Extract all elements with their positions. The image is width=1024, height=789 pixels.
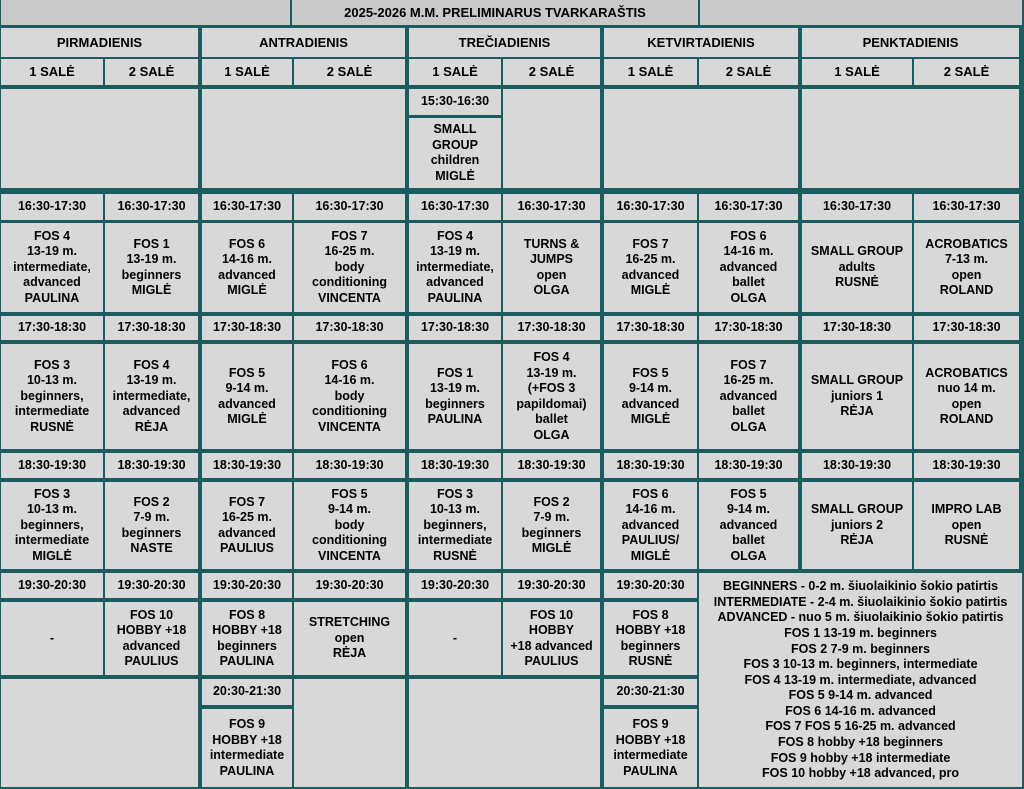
hall-2-header-thu: 2 SALĖ (699, 59, 798, 85)
session-mon-h1-1830: FOS 3 10-13 m. beginners, intermediate MIGLĖ (1, 482, 103, 569)
time-mon-h1-1830: 18:30-19:30 (1, 453, 103, 478)
session-thu-h1-1630: FOS 7 16-25 m. advanced MIGLĖ (604, 223, 697, 312)
empty-tue-h2-2030 (294, 679, 405, 787)
session-wed-h1-1630: FOS 4 13-19 m. intermediate, advanced PAULINA (409, 223, 501, 312)
session-tue-h1-1730: FOS 5 9-14 m. advanced MIGLĖ (202, 344, 292, 449)
empty-mon-2030 (1, 679, 198, 787)
time-tue-h1-2030: 20:30-21:30 (202, 679, 292, 705)
day-header-thu: KETVIRTADIENIS (604, 28, 798, 57)
session-fri-h2-1830: IMPRO LAB open RUSNĖ (914, 482, 1019, 569)
day-header-wed: TREČIADIENIS (409, 28, 600, 57)
time-thu-h1-2030: 20:30-21:30 (604, 679, 697, 705)
session-mon-h2-1930: FOS 10 HOBBY +18 advanced PAULIUS (105, 602, 198, 675)
hall-2-header-tue: 2 SALĖ (294, 59, 405, 85)
time-fri-h1-1730: 17:30-18:30 (802, 316, 912, 340)
title-bar-side (1, 0, 290, 25)
session-fri-h1-1830: SMALL GROUP juniors 2 RĖJA (802, 482, 912, 569)
hall-1-header-fri: 1 SALĖ (802, 59, 912, 85)
time-tue-h1-1830: 18:30-19:30 (202, 453, 292, 478)
session-fri-h1-1630: SMALL GROUP adults RUSNĖ (802, 223, 912, 312)
session-tue-h1-1630: FOS 6 14-16 m. advanced MIGLĖ (202, 223, 292, 312)
session-tue-h1-2030: FOS 9 HOBBY +18 intermediate PAULINA (202, 709, 292, 787)
empty-wed-2030 (409, 679, 600, 787)
day-header-fri: PENKTADIENIS (802, 28, 1019, 57)
time-fri-h2-1730: 17:30-18:30 (914, 316, 1019, 340)
time-thu-h2-1830: 18:30-19:30 (699, 453, 798, 478)
session-fri-h1-1730: SMALL GROUP juniors 1 RĖJA (802, 344, 912, 449)
time-thu-h1-1830: 18:30-19:30 (604, 453, 697, 478)
time-wed-h2-1730: 17:30-18:30 (503, 316, 600, 340)
time-mon-h1-1630: 16:30-17:30 (1, 194, 103, 220)
time-thu-h2-1630: 16:30-17:30 (699, 194, 798, 220)
time-thu-h1-1930: 19:30-20:30 (604, 573, 697, 598)
time-mon-h2-1630: 16:30-17:30 (105, 194, 198, 220)
session-wed-h2-1630: TURNS & JUMPS open OLGA (503, 223, 600, 312)
session-tue-h2-1830: FOS 5 9-14 m. body conditioning VINCENTA (294, 482, 405, 569)
hall-1-header-tue: 1 SALĖ (202, 59, 292, 85)
session-thu-h1-1830: FOS 6 14-16 m. advanced PAULIUS/ MIGLĖ (604, 482, 697, 569)
session-mon-h2-1830: FOS 2 7-9 m. beginners NASTE (105, 482, 198, 569)
time-wed-h1-1730: 17:30-18:30 (409, 316, 501, 340)
empty-fri-1530 (802, 89, 1019, 188)
time-wed-h1-1930: 19:30-20:30 (409, 573, 501, 598)
hall-2-header-fri: 2 SALĖ (914, 59, 1019, 85)
time-mon-h2-1830: 18:30-19:30 (105, 453, 198, 478)
session-thu-h2-1630: FOS 6 14-16 m. advanced ballet OLGA (699, 223, 798, 312)
time-wed-h1-1630: 16:30-17:30 (409, 194, 501, 220)
legend-box: BEGINNERS - 0-2 m. šiuolaikinio šokio patirtis INTERMEDIATE - 2-4 m. šiuolaikinio šokio patirtis ADVANCED - nuo 5 m. šiuolaikinio šokio patirtis FOS 1 13-19 m. beginners FOS 2 7-9 m. beginners FOS 3 10-13 m. beginners, intermediate FOS 4 13-19 m. intermediate, advanced FOS 5 9-14 m. advanced FOS 6 14-16 m. advanced FOS 7 FOS 5 16-25 m. advanced FOS 8 hobby +18 beginners FOS 9 hobby +18 intermediate FOS 10 hobby +18 advanced, pro (699, 573, 1022, 787)
session-mon-h2-1630: FOS 1 13-19 m. beginners MIGLĖ (105, 223, 198, 312)
session-thu-h1-1930: FOS 8 HOBBY +18 beginners RUSNĖ (604, 602, 697, 675)
time-wed-h1-1830: 18:30-19:30 (409, 453, 501, 478)
empty-mon-1530 (1, 89, 198, 188)
time-wed-h2-1630: 16:30-17:30 (503, 194, 600, 220)
session-thu-h2-1830: FOS 5 9-14 m. advanced ballet OLGA (699, 482, 798, 569)
time-fri-h2-1630: 16:30-17:30 (914, 194, 1019, 220)
session-fri-h2-1730: ACROBATICS nuo 14 m. open ROLAND (914, 344, 1019, 449)
day-header-mon: PIRMADIENIS (1, 28, 198, 57)
time-wed-h2-1930: 19:30-20:30 (503, 573, 600, 598)
title-bar-side (700, 0, 1022, 25)
time-tue-h2-1830: 18:30-19:30 (294, 453, 405, 478)
session-wed-h1-1730: FOS 1 13-19 m. beginners PAULINA (409, 344, 501, 449)
empty-tue-1530 (202, 89, 405, 188)
time-mon-h1-1730: 17:30-18:30 (1, 316, 103, 340)
time-mon-h2-1730: 17:30-18:30 (105, 316, 198, 340)
session-thu-h2-1730: FOS 7 16-25 m. advanced ballet OLGA (699, 344, 798, 449)
session-mon-h2-1730: FOS 4 13-19 m. intermediate, advanced RĖJA (105, 344, 198, 449)
time-fri-h1-1830: 18:30-19:30 (802, 453, 912, 478)
time-tue-h2-1630: 16:30-17:30 (294, 194, 405, 220)
empty-wed-h2-1530 (503, 89, 600, 188)
hall-2-header-wed: 2 SALĖ (503, 59, 600, 85)
time-mon-h1-1930: 19:30-20:30 (1, 573, 103, 598)
session-tue-h1-1930: FOS 8 HOBBY +18 beginners PAULINA (202, 602, 292, 675)
session-wed-h2-1830: FOS 2 7-9 m. beginners MIGLĖ (503, 482, 600, 569)
session-wed-h2-1730: FOS 4 13-19 m. (+FOS 3 papildomai) ballet OLGA (503, 344, 600, 449)
session-wed-h1-1530: SMALL GROUP children MIGLĖ (409, 118, 501, 188)
time-fri-h1-1630: 16:30-17:30 (802, 194, 912, 220)
time-tue-h1-1730: 17:30-18:30 (202, 316, 292, 340)
empty-thu-1530 (604, 89, 798, 188)
hall-1-header-thu: 1 SALĖ (604, 59, 697, 85)
time-wed-h1-1530: 15:30-16:30 (409, 89, 501, 115)
hall-1-header-mon: 1 SALĖ (1, 59, 103, 85)
session-tue-h1-1830: FOS 7 16-25 m. advanced PAULIUS (202, 482, 292, 569)
session-tue-h2-1730: FOS 6 14-16 m. body conditioning VINCENTA (294, 344, 405, 449)
session-mon-h1-1930: - (1, 602, 103, 675)
time-thu-h1-1630: 16:30-17:30 (604, 194, 697, 220)
page-title: 2025-2026 M.M. PRELIMINARUS TVARKARAŠTIS (292, 0, 698, 25)
time-wed-h2-1830: 18:30-19:30 (503, 453, 600, 478)
session-tue-h2-1930: STRETCHING open RĖJA (294, 602, 405, 675)
session-wed-h1-1930: - (409, 602, 501, 675)
time-thu-h1-1730: 17:30-18:30 (604, 316, 697, 340)
session-thu-h1-1730: FOS 5 9-14 m. advanced MIGLĖ (604, 344, 697, 449)
session-wed-h2-1930: FOS 10 HOBBY +18 advanced PAULIUS (503, 602, 600, 675)
time-tue-h2-1730: 17:30-18:30 (294, 316, 405, 340)
time-tue-h1-1930: 19:30-20:30 (202, 573, 292, 598)
time-tue-h2-1930: 19:30-20:30 (294, 573, 405, 598)
day-header-tue: ANTRADIENIS (202, 28, 405, 57)
time-mon-h2-1930: 19:30-20:30 (105, 573, 198, 598)
session-mon-h1-1630: FOS 4 13-19 m. intermediate, advanced PAULINA (1, 223, 103, 312)
hall-1-header-wed: 1 SALĖ (409, 59, 501, 85)
session-thu-h1-2030: FOS 9 HOBBY +18 intermediate PAULINA (604, 709, 697, 787)
time-tue-h1-1630: 16:30-17:30 (202, 194, 292, 220)
hall-2-header-mon: 2 SALĖ (105, 59, 198, 85)
time-fri-h2-1830: 18:30-19:30 (914, 453, 1019, 478)
session-wed-h1-1830: FOS 3 10-13 m. beginners, intermediate RUSNĖ (409, 482, 501, 569)
session-fri-h2-1630: ACROBATICS 7-13 m. open ROLAND (914, 223, 1019, 312)
session-mon-h1-1730: FOS 3 10-13 m. beginners, intermediate RUSNĖ (1, 344, 103, 449)
session-tue-h2-1630: FOS 7 16-25 m. body conditioning VINCENTA (294, 223, 405, 312)
time-thu-h2-1730: 17:30-18:30 (699, 316, 798, 340)
